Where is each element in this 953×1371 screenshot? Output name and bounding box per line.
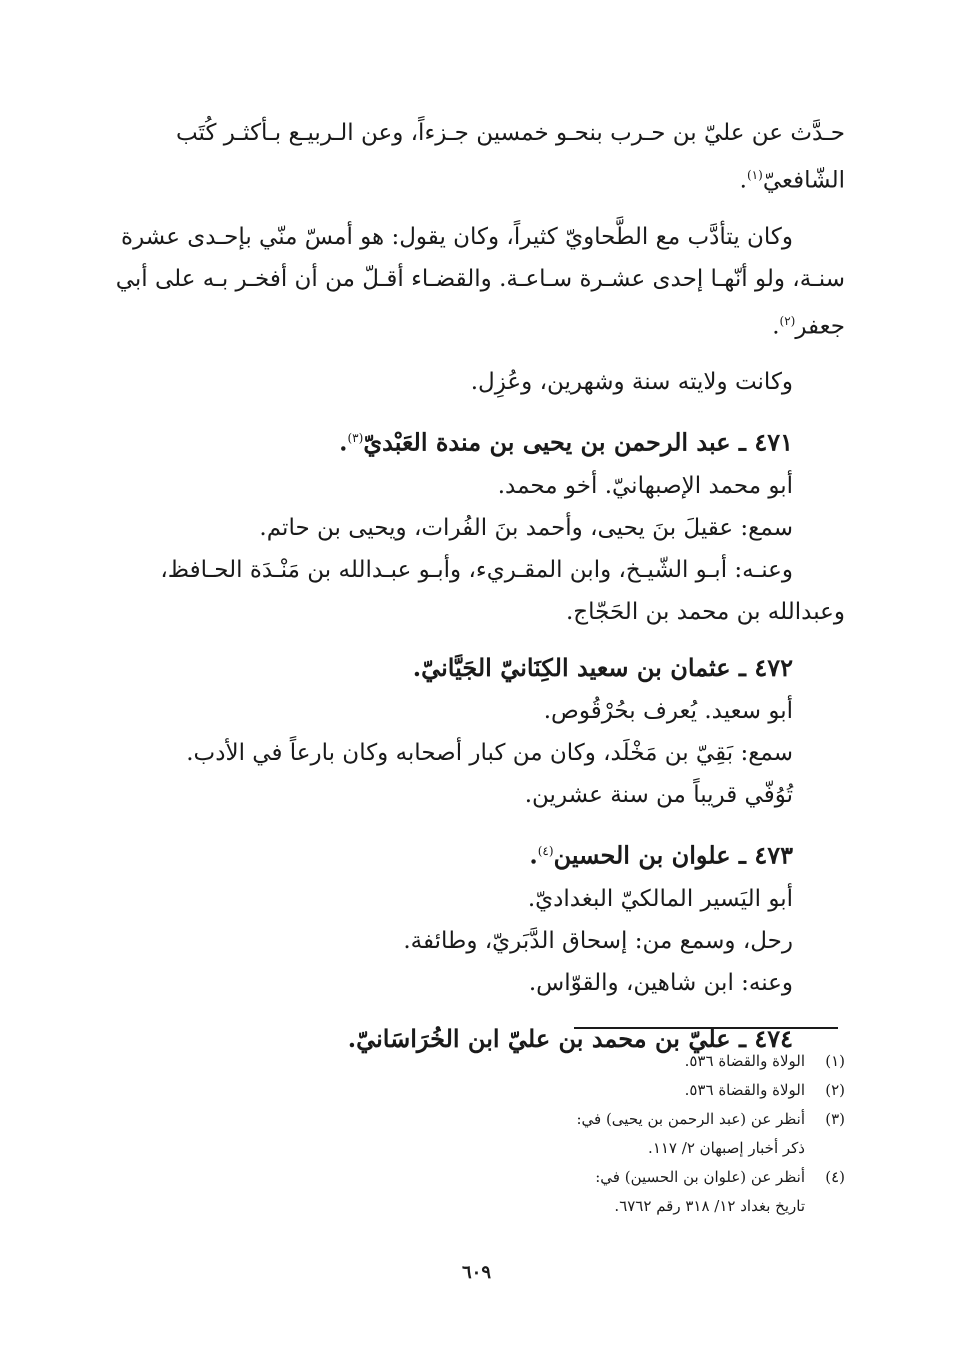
footnote-text: أنظر عن (علوان بن الحسين) في: bbox=[595, 1168, 805, 1186]
footnote-marker: (١) bbox=[746, 168, 763, 182]
footnote-marker: (٢) bbox=[779, 313, 796, 328]
footnote-3 bbox=[445, 1105, 845, 1134]
punctuation: . bbox=[339, 427, 348, 457]
footnote-3-cont: ذكر أخبار إصبهان ٢/ ١١٧. bbox=[648, 1139, 805, 1157]
paragraph-wilaya bbox=[110, 361, 845, 403]
entry-kunya: أبو اليَسير المالكيّ البغداديّ. bbox=[527, 885, 793, 912]
page-number: ٦٠٩ bbox=[461, 1262, 491, 1283]
punctuation: . bbox=[739, 167, 747, 194]
footnote-4 bbox=[445, 1163, 845, 1192]
entry-sami: سمع: عقيلَ بنَ يحيى، وأحمد بنَ الفُرات، ويحيى بن حاتم. bbox=[259, 514, 793, 541]
entry-sami: سمع: بَقِيّ بن مَخْلَد، وكان من كبار أصحابه وكان بارعاً في الأدب. bbox=[186, 739, 793, 766]
footnotes bbox=[445, 1047, 845, 1221]
footnote-text: الولاة والقضاة ٥٣٦. bbox=[684, 1052, 805, 1070]
footnote-text: أنظر عن (عبد الرحمن بن يحيى) في: bbox=[576, 1110, 805, 1128]
footnote-number: (١) bbox=[825, 1052, 845, 1070]
punctuation: . bbox=[772, 313, 780, 340]
entry-title-471: ٤٧١ ـ عبد الرحمن بن يحيى بن مندة العَبْديّ bbox=[363, 427, 793, 457]
entry-anhu: وعنه: ابن شاهين، والقوّاس. bbox=[528, 969, 793, 996]
footnote-number: (٤) bbox=[825, 1168, 845, 1186]
footnote-marker: (٤) bbox=[537, 843, 554, 858]
main-text bbox=[110, 112, 845, 1061]
footnote-number: (٢) bbox=[825, 1081, 845, 1099]
entry-title-473: ٤٧٣ ـ علوان بن الحسين bbox=[553, 840, 793, 870]
footnote-marker: (٣) bbox=[347, 431, 364, 446]
footnote-number: (٣) bbox=[825, 1110, 845, 1128]
entry-471-cont bbox=[110, 591, 845, 633]
text-line: سنـة، ولو أنّهـا إحدى عشـرة سـاعـة. والقضـاء أقـلّ من أن أفخـر بـه على أبي bbox=[115, 265, 845, 292]
footnote-text: الولاة والقضاة ٥٣٦. bbox=[684, 1081, 805, 1099]
footnote-4-cont: تاريخ بغداد ١٢/ ٣١٨ رقم ٦٧٦٢. bbox=[614, 1197, 805, 1215]
entry-death: تُوُفّي قريباً من سنة عشرين. bbox=[524, 781, 793, 808]
text-line: حـدَّث عن عليّ بن حـرب بنحـو خمسين جـزءاً، وعن الـربيـع بـأكثـر كُتَب bbox=[175, 120, 845, 146]
entry-473 bbox=[110, 830, 845, 1004]
paragraph-tahawi-cont bbox=[110, 258, 845, 348]
text-line: وكانت ولايته سنة وشهرين، وعُزِل. bbox=[470, 369, 793, 396]
entry-471 bbox=[110, 417, 845, 591]
entry-title-472: ٤٧٢ ـ عثمان بن سعيد الكِنَانيّ الجَيَّانيّ. bbox=[412, 652, 793, 682]
punctuation: . bbox=[529, 840, 538, 870]
footnote-2 bbox=[445, 1076, 845, 1105]
entry-anhu: وعنـه: أبـو الشّيـخ، وابن المقـريء، وأبـو عبـدالله بن مَنْـدَة الحـافظ، bbox=[160, 556, 793, 583]
paragraph-hadath bbox=[110, 112, 845, 202]
paragraph-tahawi bbox=[110, 216, 845, 258]
text-line: وكان يتأدَّب مع الطَّحاويّ كثيراً، وكان يقول: هو أمسّ منّي بإحـدى عشرة bbox=[121, 223, 793, 250]
footnote-1 bbox=[445, 1047, 845, 1076]
entry-rahal: رحل، وسمع من: إسحاق الدَّبَريّ، وطائفة. bbox=[403, 927, 793, 954]
text-line: جعفر bbox=[795, 313, 845, 340]
entry-anhu-cont: وعبدالله بن محمد بن الحَجّاج. bbox=[565, 598, 845, 625]
footnote-separator bbox=[574, 1027, 838, 1029]
entry-kunya: أبو محمد الإصبهانيّ. أخو محمد. bbox=[497, 472, 793, 499]
text-line: الشّافعيّ bbox=[762, 167, 845, 194]
entry-472 bbox=[110, 647, 845, 816]
entry-title-474: ٤٧٤ ـ عليّ بن محمد بن عليّ ابن الخُرَاسَانيّ. bbox=[347, 1023, 793, 1053]
entry-kunya: أبو سعيد. يُعرف بحُرْقُوص. bbox=[543, 697, 793, 724]
